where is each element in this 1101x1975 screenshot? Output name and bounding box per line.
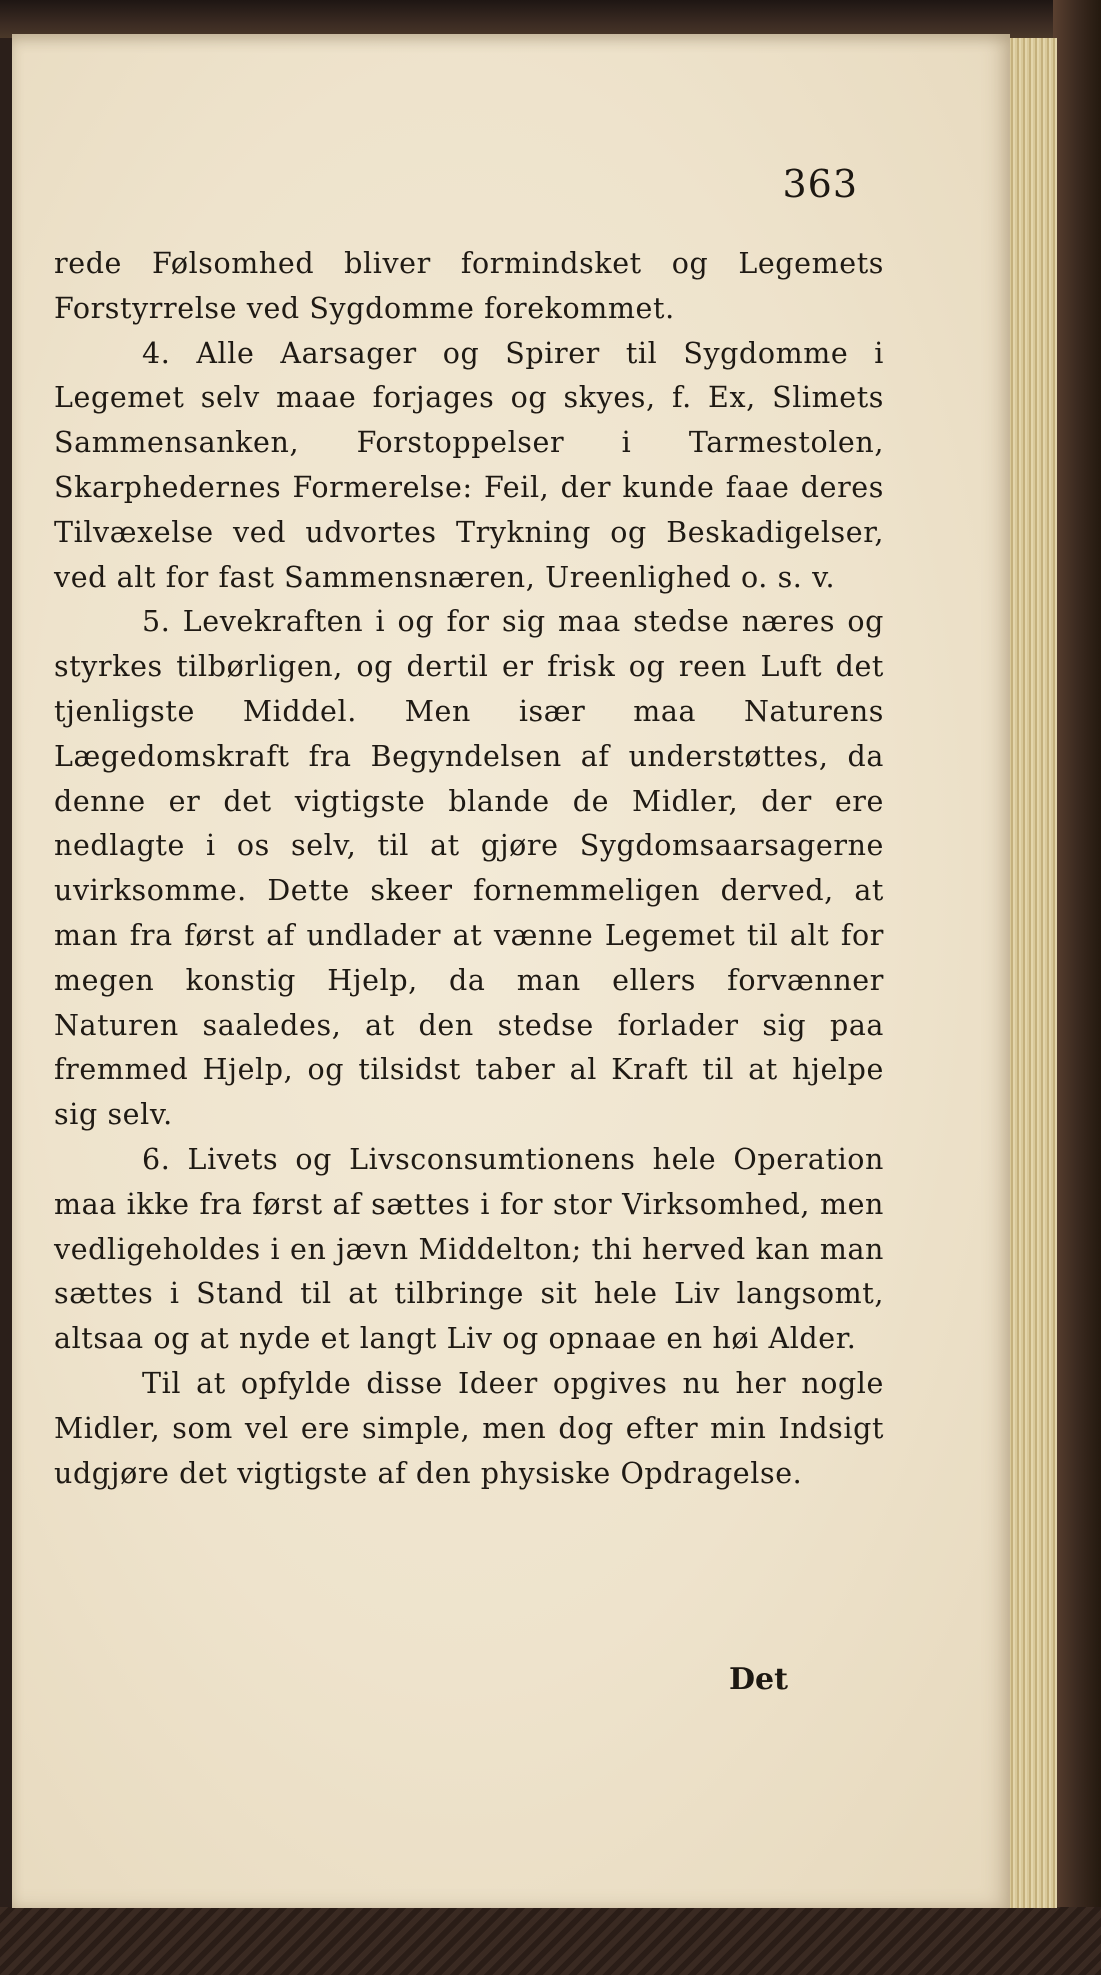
book-binding-top — [0, 0, 1101, 38]
paragraph-closing: Til at opfylde disse Ideer opgives nu her nogle Midler, som vel ere simple, men dog efter min Indsigt udgjøre det vigtigste af den physiske Opdragelse. — [54, 1366, 884, 1490]
book-binding-bottom — [0, 1907, 1101, 1975]
paragraph-continuation: rede Følsomhed bliver formindsket og Legemets Forstyrrelse ved Sygdomme forekommet. — [54, 247, 884, 325]
paragraph-item-4: 4. Alle Aarsager og Spirer til Sygdomme i Legemet selv maae forjages og skyes, f. Ex, Slimets Sammensanken, Forstoppelser i Tarmestolen, Skarphedernes Formerelse: Feil, der kunde faae deres Tilvæxelse ved udvortes Trykning og Beskadigelser, ved alt for fast Sammensnæren, Ureenlighed o. s. v. — [54, 336, 884, 594]
paragraph-item-6: 6. Livets og Livsconsumtionens hele Operation maa ikke fra først af sættes i for stor Virksomhed, men vedligeholdes i en jævn Middelton; thi herved kan man sættes i Stand til at tilbringe sit hele Liv langsomt, altsaa og at nyde et langt Liv og opnaae en høi Alder. — [54, 1142, 884, 1356]
page-number: 363 — [782, 162, 858, 206]
body-text — [54, 242, 884, 1496]
page-edges — [1008, 38, 1057, 1908]
paragraph-item-5: 5. Levekraften i og for sig maa stedse næres og styrkes tilbørligen, og dertil er frisk og reen Luft det tjenligste Middel. Men især maa Naturens Lægedomskraft fra Begyndelsen af understøttes, da denne er det vigtigste blande de Midler, der ere nedlagte i os selv, til at gjøre Sygdomsaarsagerne uvirksomme. Dette skeer fornemmeligen derved, at man fra først af undlader at vænne Legemet til alt for megen konstig Hjelp, da man ellers forvænner Naturen saaledes, at den stedse forlader sig paa fremmed Hjelp, og tilsidst taber al Kraft til at hjelpe sig selv. — [54, 605, 884, 1132]
book-binding-right — [1053, 0, 1101, 1975]
book-page — [12, 34, 1010, 1908]
catchword: Det — [729, 1662, 788, 1697]
